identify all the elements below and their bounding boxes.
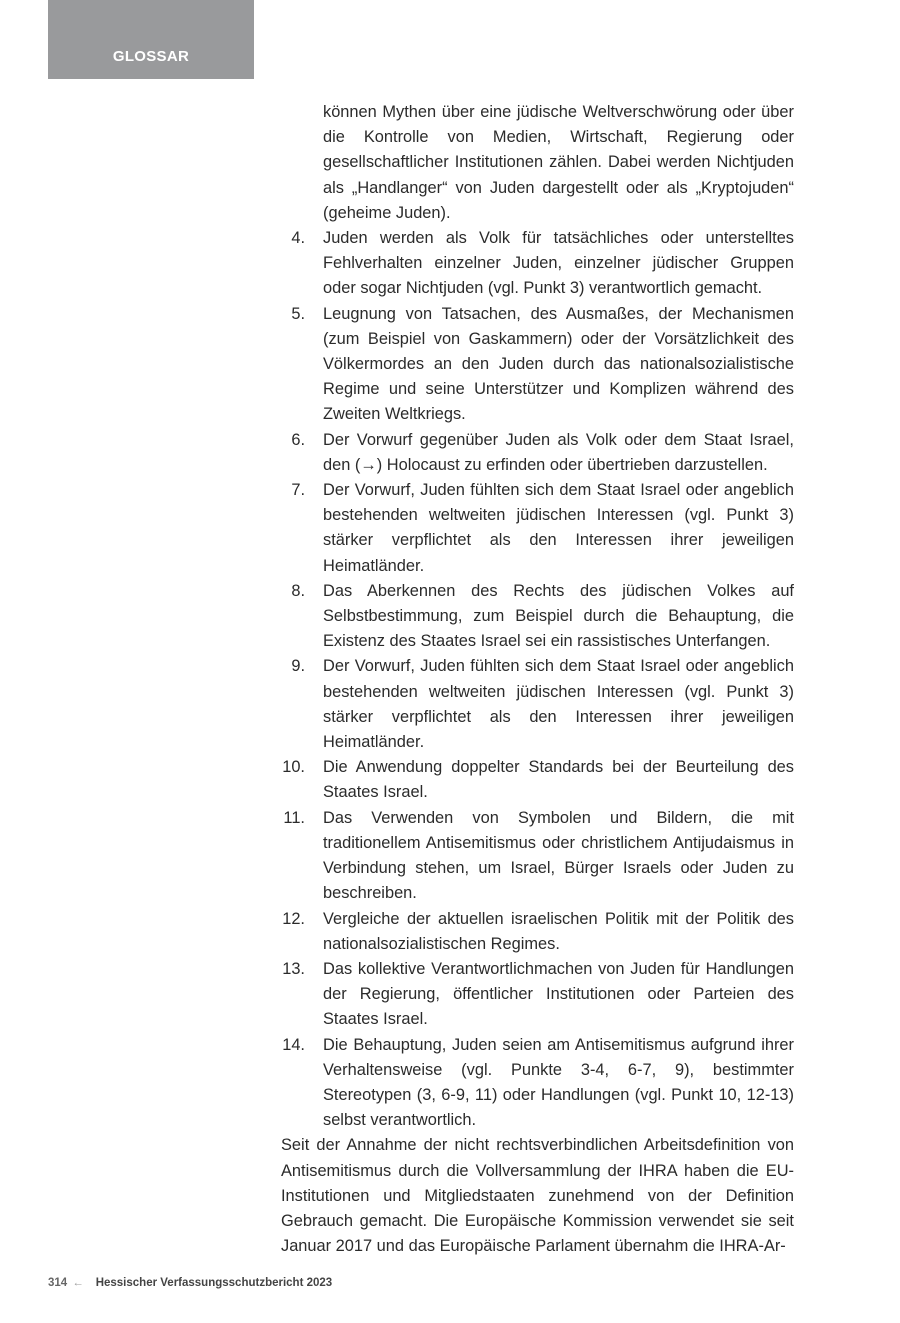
list-item-number: 4.	[291, 229, 305, 248]
list-item-text: Leugnung von Tatsachen, des Ausmaßes, der Mechanismen (zum Beispiel von Gaskammern) oder der Vorsätzlichkeit des Völkermordes an den Juden durch das nationalsozialistische Regime und seine Unterstützer und Komplizen während des Zweiten Weltkriegs.	[323, 304, 794, 424]
list-item-text: Der Vorwurf, Juden fühlten sich dem Staat Israel oder angeblich bestehenden weltweiten jüdischen Interessen (vgl. Punkt 3) stärker verpflichtet als den Interessen ihrer jeweiligen Heimatländer.	[323, 481, 794, 575]
lead-paragraph: können Mythen über eine jüdische Weltverschwörung oder über die Kontrolle von Medien, Wirtschaft, Regierung oder gesellschaftlicher Institutionen zählen. Dabei werden Nichtjuden als „Handlanger“ von Juden dargestellt oder als „Kryptojuden“ (geheime Juden).	[323, 103, 794, 222]
list-item	[281, 428, 794, 478]
list-item-number: 12.	[282, 909, 305, 928]
list-item-number: 10.	[282, 758, 305, 777]
list-item-number: 14.	[282, 1035, 305, 1054]
back-arrow-icon[interactable]: ←	[72, 1277, 84, 1289]
list-item-number: 13.	[282, 959, 305, 978]
list-item-number: 7.	[291, 481, 305, 500]
list-item	[281, 226, 794, 302]
list-item-text: Die Behauptung, Juden seien am Antisemitismus aufgrund ihrer Verhaltensweise (vgl. Punkte 3-4, 6-7, 9), bestimmter Stereotypen (3, 6-9, 11) oder Handlungen (vgl. Punkt 10, 12-13) selbst verantwortlich.	[323, 1035, 794, 1130]
list-item-text: Die Anwendung doppelter Standards bei der Beurteilung des Staates Israel.	[323, 758, 794, 802]
page-number: 314	[48, 1277, 68, 1289]
list-item-number: 11.	[283, 808, 305, 827]
list-item	[281, 478, 794, 579]
list-item-number: 5.	[291, 304, 305, 323]
section-tab-glossar	[48, 0, 254, 79]
list-item	[281, 579, 794, 655]
list-item	[281, 957, 794, 1033]
list-item-text: Der Vorwurf gegenüber Juden als Volk oder dem Staat Israel, den (→) Holocaust zu erfinden oder übertrieben darzustellen.	[323, 430, 794, 474]
publication-title: Hessischer Verfassungsschutzbericht 2023	[95, 1277, 333, 1289]
list-item-number: 8.	[291, 581, 305, 600]
numbered-list	[281, 226, 794, 1133]
list-item-number: 6.	[291, 430, 305, 449]
list-item	[281, 1033, 794, 1134]
list-item-text: Juden werden als Volk für tatsächliches oder unterstelltes Fehlverhalten einzelner Juden, einzelner jüdischer Gruppen oder sogar Nichtjuden (vgl. Punkt 3) verantwortlich gemacht.	[323, 229, 794, 298]
list-item-text: Das Aberkennen des Rechts des jüdischen Volkes auf Selbstbestimmung, zum Beispiel durch die Behauptung, die Existenz des Staates Israel sei ein rassistisches Unterfangen.	[323, 581, 794, 651]
list-item	[281, 302, 794, 428]
list-item	[281, 907, 794, 957]
list-item-number: 9.	[291, 657, 305, 676]
list-item-text: Vergleiche der aktuellen israelischen Politik mit der Politik des nationalsozialistischen Regimes.	[323, 909, 794, 953]
list-item	[281, 755, 794, 805]
section-tab-label: GLOSSAR	[112, 48, 190, 65]
closing-paragraph: Seit der Annahme der nicht rechtsverbindlichen Arbeitsdefinition von Antisemitismus durch die Vollversammlung der IHRA haben die EU-Institutionen und Mitgliedstaaten zunehmend von der Definition Gebrauch gemacht. Die Europäische Kommission verwendet sie seit Januar 2017 und das Europäische Parlament übernahm die IHRA-Ar-	[281, 1136, 794, 1256]
list-item	[281, 654, 794, 755]
list-item-text: Das Verwenden von Symbolen und Bildern, die mit traditionellem Antisemitismus oder christlichem Antijudaismus in Verbindung stehen, um Israel, Bürger Israels oder Juden zu beschreiben.	[323, 808, 794, 903]
list-item	[281, 806, 794, 907]
main-content	[281, 100, 794, 1259]
list-item-text: Das kollektive Verantwortlichmachen von Juden für Handlungen der Regierung, öffentlicher Institutionen oder Parteien des Staates Israel.	[323, 959, 794, 1029]
page-footer	[48, 1277, 332, 1289]
list-item-text: Der Vorwurf, Juden fühlten sich dem Staat Israel oder angeblich bestehenden weltweiten jüdischen Interessen (vgl. Punkt 3) stärker verpflichtet als den Interessen ihrer jeweiligen Heimatländer.	[323, 657, 794, 752]
